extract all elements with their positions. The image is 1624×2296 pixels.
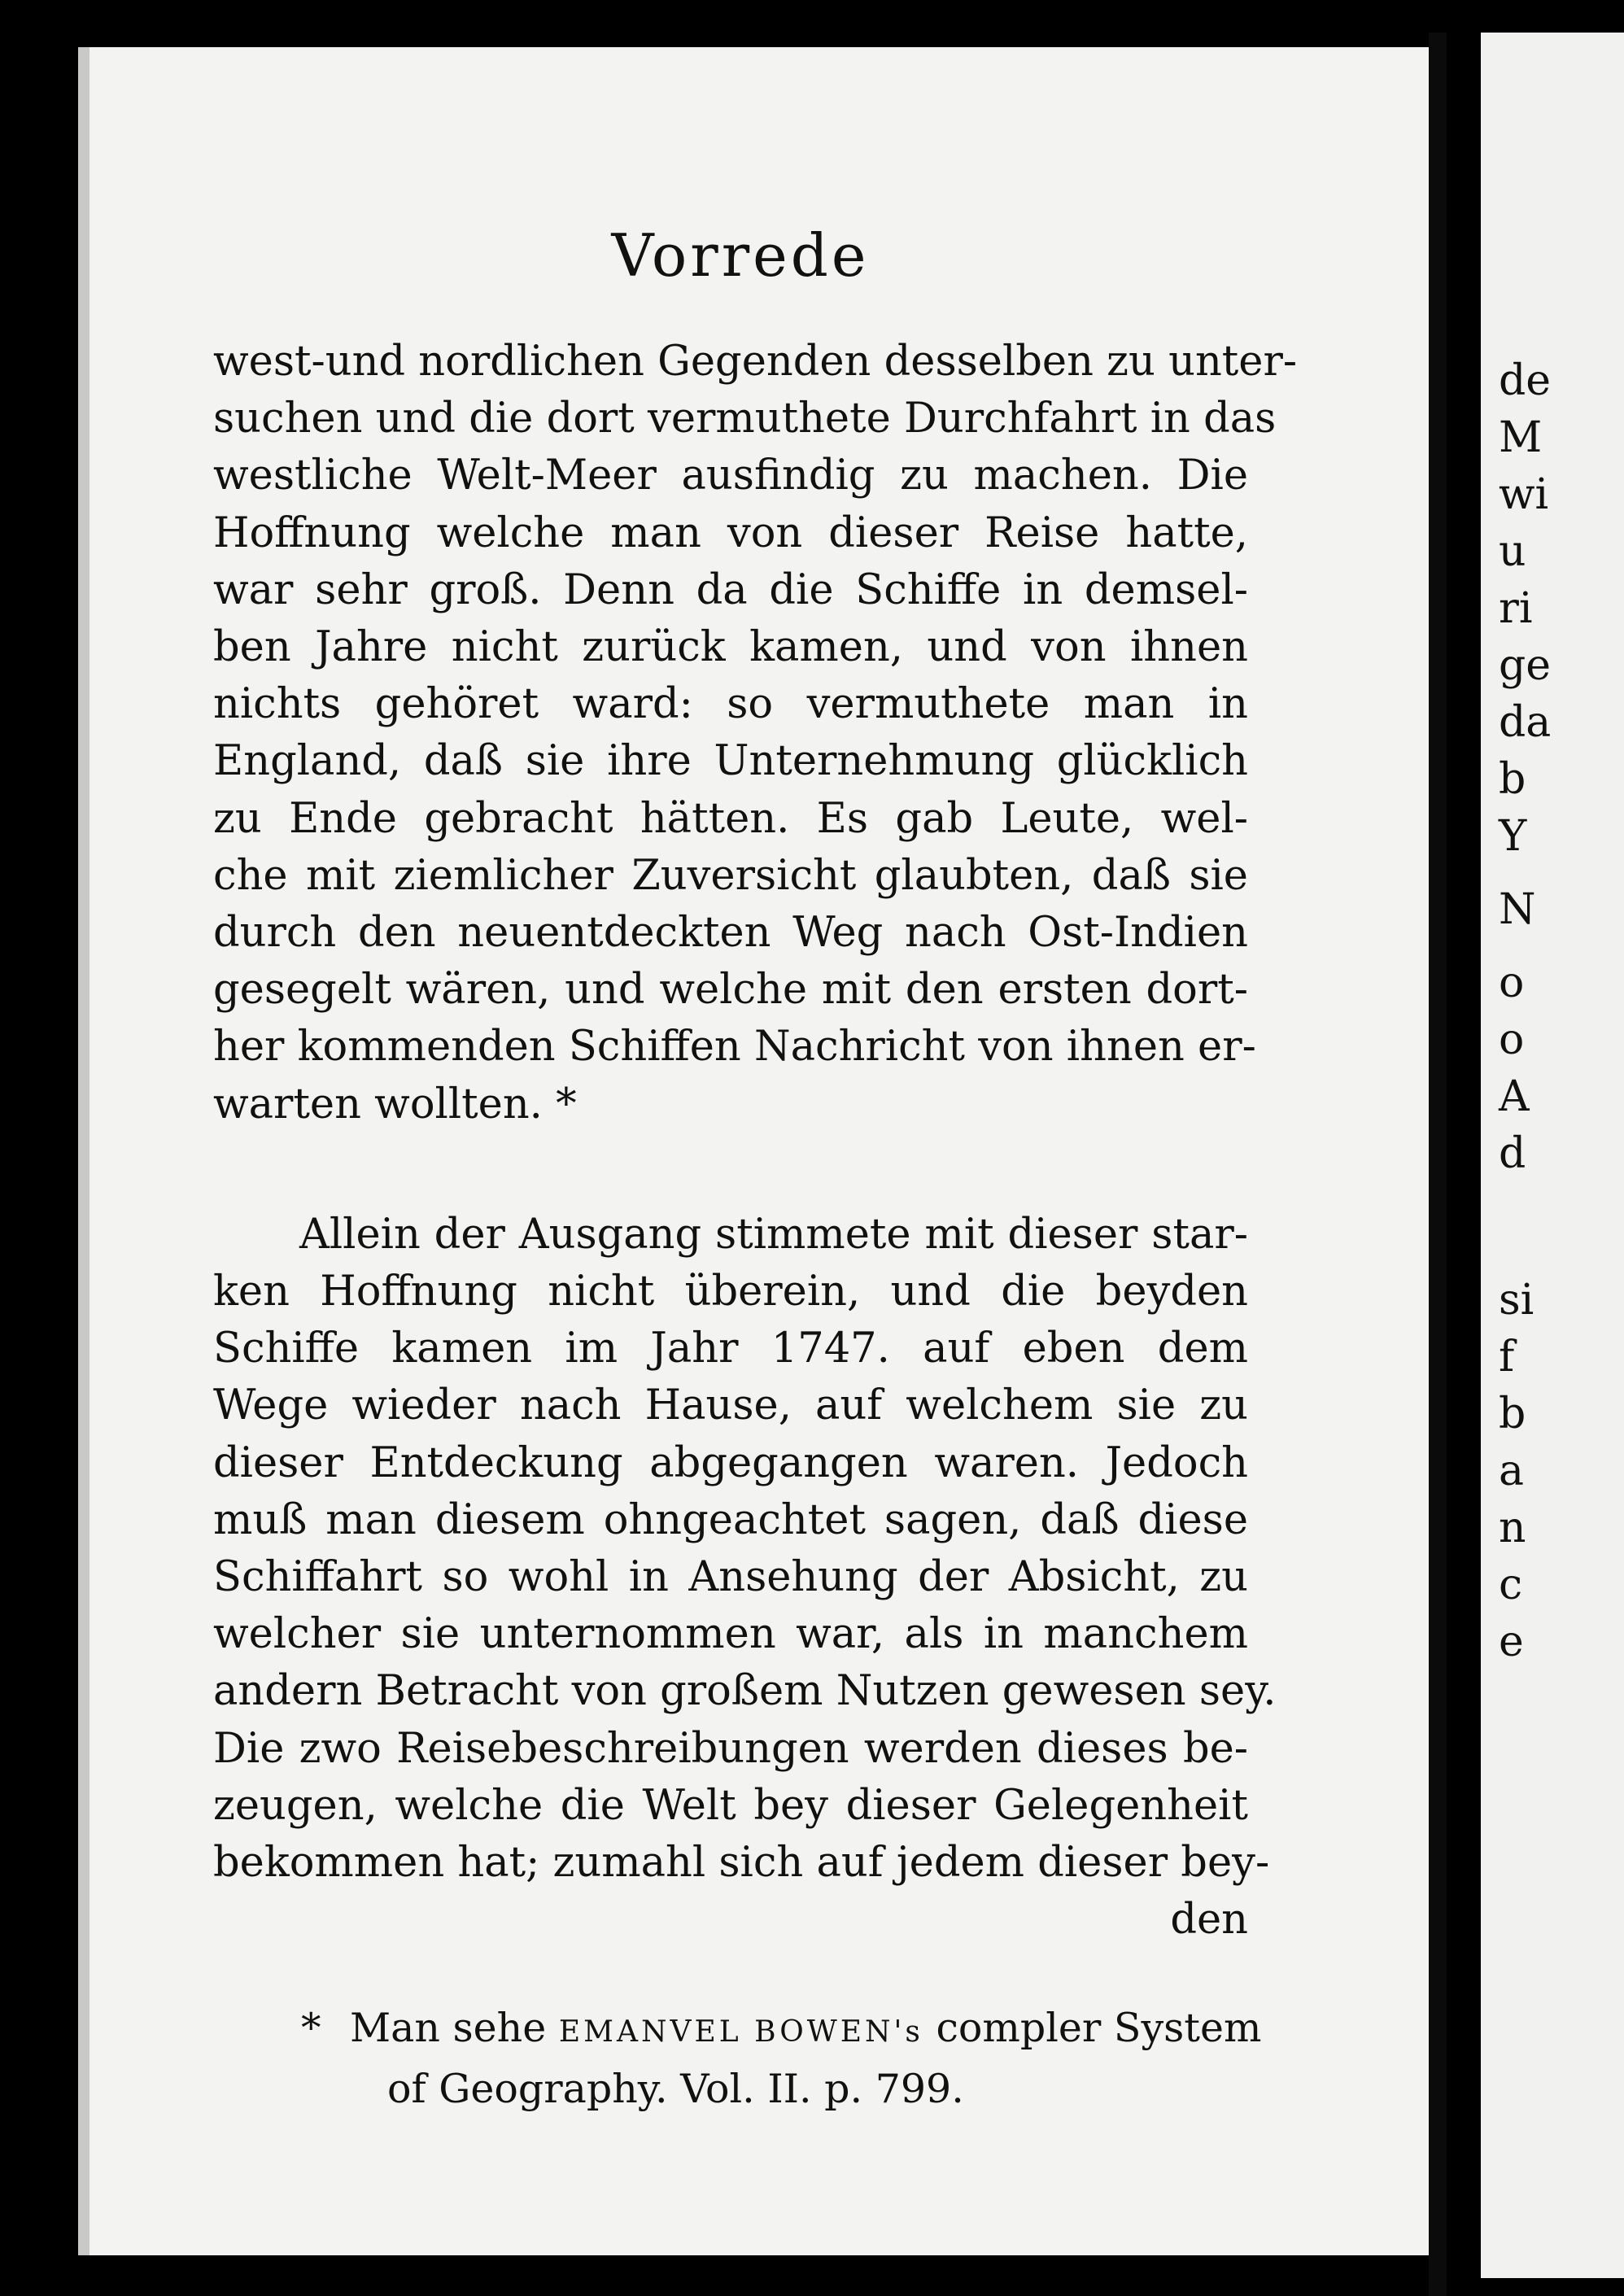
text-line: westliche Welt-Meer ausfindig zu machen. Die: [213, 452, 1248, 500]
footnote-line-1: [350, 2005, 1261, 2051]
facing-page-fragment: Y: [1499, 812, 1527, 861]
facing-page-fragment: b: [1499, 1390, 1526, 1438]
text-line: England, daß sie ihre Unternehmung glücklich: [213, 737, 1248, 786]
text-line: zu Ende gebracht hätten. Es gab Leute, wel-: [213, 794, 1248, 843]
page-heading: Vorrede: [611, 221, 870, 290]
paragraph-gap: [213, 1133, 1248, 1207]
text-line: dieser Entdeckung abgegangen waren. Jedoch: [213, 1438, 1248, 1487]
footnote-line-2: of Geography. Vol. II. p. 799.: [387, 2066, 964, 2112]
text-line: suchen und die dort vermuthete Durchfahrt in das: [213, 395, 1277, 443]
text-line: war sehr groß. Denn da die Schiffe in demsel-: [213, 565, 1248, 614]
catchword: den: [1170, 1896, 1248, 1945]
text-line: her kommenden Schiffen Nachricht von ihnen er-: [213, 1023, 1256, 1072]
facing-page-fragment: ri: [1499, 584, 1533, 633]
page-gutter: [1429, 33, 1447, 2296]
facing-page-fragment: si: [1499, 1276, 1535, 1325]
text-line: nichts gehöret ward: so vermuthete man in: [213, 680, 1248, 729]
facing-page-edge: [1481, 33, 1624, 2278]
text-line: west-und nordlichen Gegenden desselben zu unter-: [213, 338, 1298, 386]
text-line: che mit ziemlicher Zuversicht glaubten, daß sie: [213, 851, 1248, 900]
facing-page-fragment: o: [1499, 958, 1525, 1007]
facing-page-fragment: wi: [1499, 470, 1549, 519]
footnote-lead: Man sehe: [350, 2005, 547, 2051]
footnote-author: EMANVEL BOWEN's: [558, 2015, 923, 2049]
facing-page-fragment: f: [1499, 1333, 1515, 1382]
facing-page-fragment: e: [1499, 1617, 1524, 1666]
facing-page-fragment: da: [1499, 698, 1552, 747]
facing-page-fragment: ge: [1499, 641, 1552, 690]
footnote-mark: *: [301, 2005, 321, 2051]
facing-page-fragment: n: [1499, 1504, 1526, 1552]
text-line: andern Betracht von großem Nutzen gewesen sey.: [213, 1667, 1277, 1716]
text-line: gesegelt wären, und welche mit den ersten dort-: [213, 966, 1248, 1015]
facing-page-fragment: u: [1499, 527, 1526, 576]
text-line: warten wollten. *: [213, 1080, 577, 1128]
text-line: Die zwo Reisebeschreibungen werden dieses be-: [213, 1724, 1248, 1773]
facing-page-fragment: a: [1499, 1447, 1525, 1495]
facing-page-fragment: de: [1499, 356, 1552, 405]
footnote: [301, 2000, 1262, 2118]
facing-page-fragment: c: [1499, 1560, 1523, 1609]
text-line: Wege wieder nach Hause, auf welchem sie zu: [213, 1382, 1248, 1430]
facing-page-fragment: b: [1499, 755, 1526, 804]
text-line: ken Hoffnung nicht überein, und die beyden: [213, 1268, 1248, 1316]
facing-page-fragment: o: [1499, 1015, 1525, 1064]
text-line: durch den neuentdeckten Weg nach Ost-Indien: [213, 909, 1248, 958]
text-line: bekommen hat; zumahl sich auf jedem dieser bey-: [213, 1839, 1270, 1888]
text-line: muß man diesem ohngeachtet sagen, daß diese: [213, 1495, 1248, 1544]
body-text: [213, 334, 1298, 1949]
facing-page-fragment: M: [1499, 413, 1543, 462]
text-line: welcher sie unternommen war, als in manchem: [213, 1610, 1248, 1659]
text-line: Schiffe kamen im Jahr 1747. auf eben dem: [213, 1325, 1248, 1373]
facing-page-fragment: A: [1499, 1072, 1530, 1121]
footnote-title: compler System: [936, 2005, 1262, 2051]
text-line: Schiffahrt so wohl in Ansehung der Absicht, zu: [213, 1553, 1248, 1602]
facing-page-fragment: d: [1499, 1129, 1526, 1178]
text-line: zeugen, welche die Welt bey dieser Gelegenheit: [213, 1781, 1248, 1830]
facing-page-fragment: N: [1499, 885, 1536, 934]
text-line: ben Jahre nicht zurück kamen, und von ihnen: [213, 623, 1248, 672]
text-line: Allein der Ausgang stimmete mit dieser star-: [299, 1210, 1248, 1259]
text-line: Hoffnung welche man von dieser Reise hatte,: [213, 509, 1248, 557]
